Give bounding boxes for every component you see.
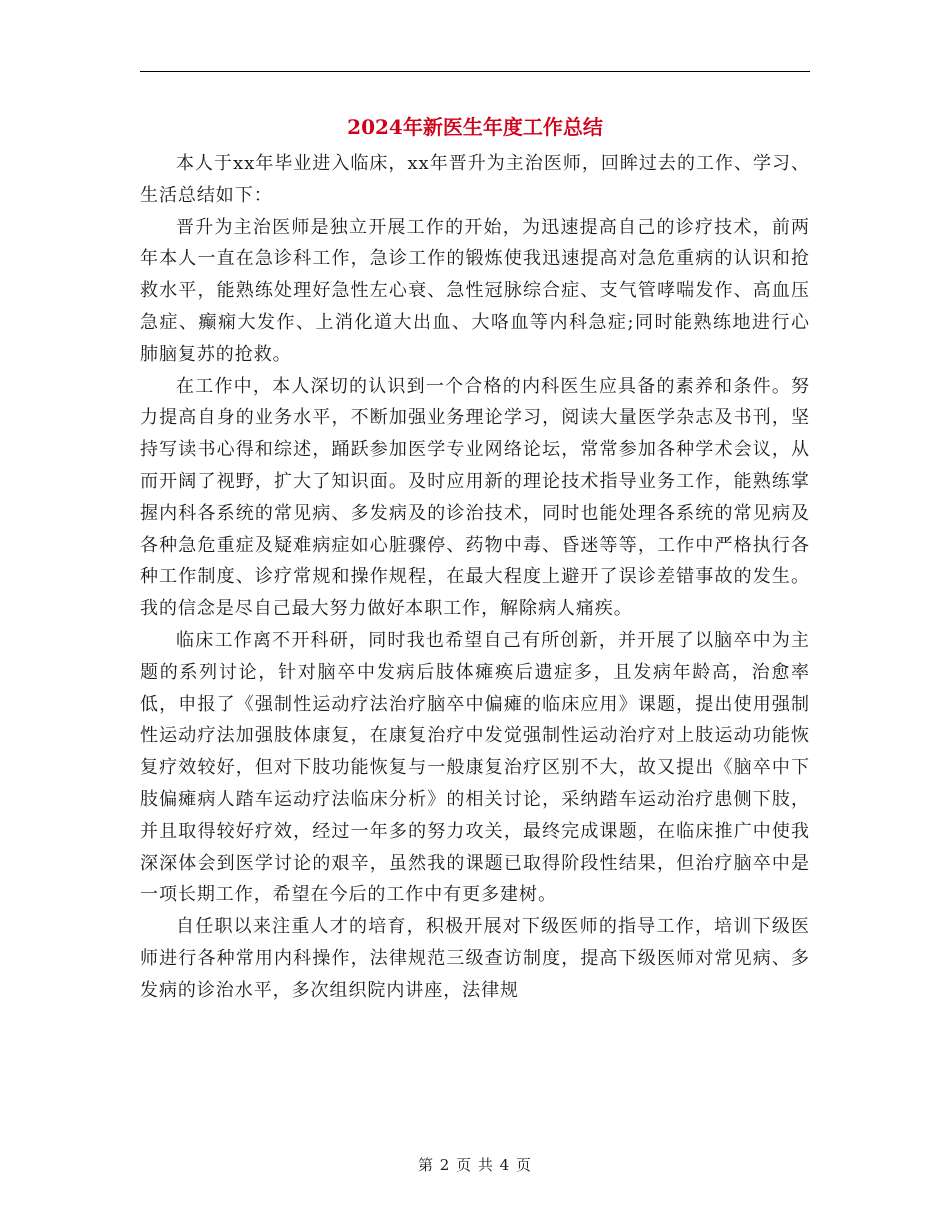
header-rule <box>140 71 810 72</box>
page-number-footer: 第 2 页 共 4 页 <box>418 1156 532 1174</box>
paragraph-professional-growth: 在工作中，本人深切的认识到一个合格的内科医生应具备的素养和条件。努力提高自身的业务水平，不断加强业务理论学习，阅读大量医学杂志及书刊，坚持写读书心得和综述，踊跃参加医学专业网络论坛，常常参加各种学术会议，从而开阔了视野，扩大了知识面。及时应用新的理论技术指导业务工作，能熟练掌握内科各系统的常见病、多发病及的诊治技术，同时也能处理各系统的常见病及各种急危重症及疑难病症如心脏骤停、药物中毒、昏迷等等，工作中严格执行各种工作制度、诊疗常规和操作规程，在最大程度上避开了误诊差错事故的发生。我的信念是尽自己最大努力做好本职工作，解除病人痛疾。 <box>140 375 810 620</box>
paragraph-intro: 本人于xx年毕业进入临床，xx年晋升为主治医师，回眸过去的工作、学习、生活总结如下： <box>140 153 810 206</box>
paragraph-research: 临床工作离不开科研，同时我也希望自己有所创新，并开展了以脑卒中为主题的系列讨论，针对脑卒中发病后肢体瘫痪后遗症多，且发病年龄高，治愈率低，申报了《强制性运动疗法治疗脑卒中偏瘫的临床应用》课题，提出使用强制性运动疗法加强肢体康复，在康复治疗中发觉强制性运动治疗对上肢运动功能恢复疗效较好，但对下肢功能恢复与一般康复治疗区别不大，故又提出《脑卒中下肢偏瘫病人踏车运动疗法临床分析》的相关讨论，采纳踏车运动治疗患侧下肢，并且取得较好疗效，经过一年多的努力攻关，最终完成课题，在临床推广中使我深深体会到医学讨论的艰辛，虽然我的课题已取得阶段性结果，但治疗脑卒中是一项长期工作，希望在今后的工作中有更多建树。 <box>140 629 810 906</box>
paragraph-training: 自任职以来注重人才的培育，积极开展对下级医师的指导工作，培训下级医师进行各种常用内科操作，法律规范三级查访制度，提高下级医师对常见病、多发病的诊治水平，多次组织院内讲座，法律规 <box>140 916 810 1001</box>
document-title: 2024年新医生年度工作总结 <box>347 115 603 139</box>
paragraph-emergency-work: 晋升为主治医师是独立开展工作的开始，为迅速提高自己的诊疗技术，前两年本人一直在急诊科工作，急诊工作的锻炼使我迅速提高对急危重病的认识和抢救水平，能熟练处理好急性左心衰、急性冠脉综合症、支气管哮喘发作、高血压急症、癫痫大发作、上消化道大出血、大咯血等内科急症;同时能熟练地进行心肺脑复苏的抢救。 <box>140 216 810 365</box>
document-body <box>140 148 810 1007</box>
